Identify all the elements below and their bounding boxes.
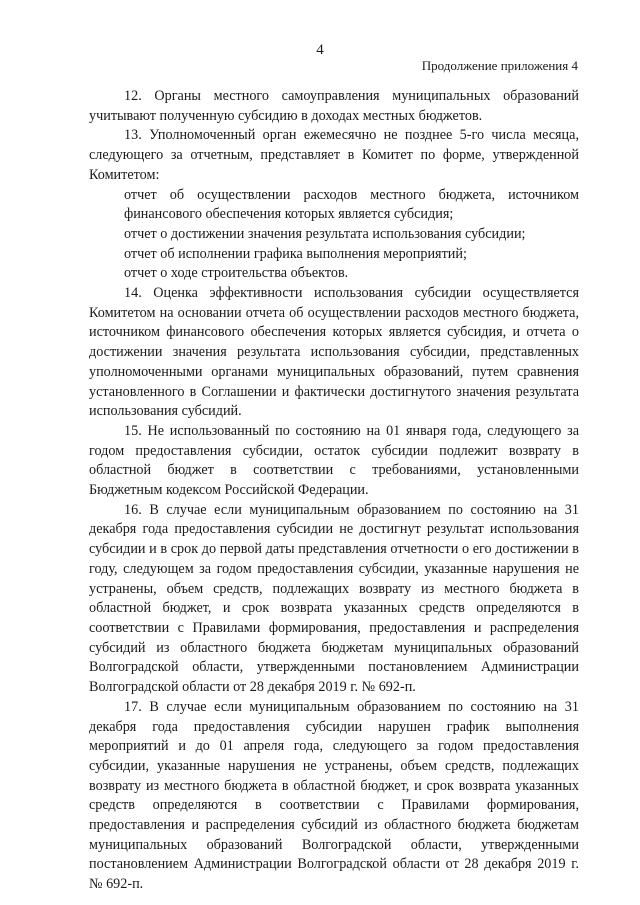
paragraph-16: 16. В случае если муниципальным образованием по состоянию на 31 декабря года предоставления субсидии не достигнут результат использования субсидии и в срок до первой даты представления отчетности о его достижении в году, следующем за годом предоставления субсидии, указанные нарушения не устранены, объем средств, подлежащих возврату из местного бюджета в областной бюджет, и срок возврата указанных средств определяются в соответствии с Правилами формирования, предоставления и распределения субсидий из областного бюджета бюджетам муниципальных образований Волгоградской области, утвержденными постановлением Администрации Волгоградской области от 28 декабря 2019 г. № 692-п. — [89, 501, 579, 696]
paragraph-13-item-expenditure-report: отчет об осуществлении расходов местного бюджета, источником финансового обеспечения которых является субсидия; — [124, 186, 579, 223]
paragraph-15: 15. Не использованный по состоянию на 01 января года, следующего за годом предоставления субсидии, остаток субсидии подлежит возврату в областной бюджет в соответствии с требованиями, установленными Бюджетным кодексом Российской Федерации. — [89, 422, 579, 499]
document-body — [89, 87, 579, 895]
paragraph-13-item-construction-report: отчет о ходе строительства объектов. — [124, 265, 349, 282]
paragraph-14: 14. Оценка эффективности использования субсидии осуществляется Комитетом на основании отчета об осуществлении расходов местного бюджета, источником финансового обеспечения которых является субсидия, и отчета о достижении значения результата использования субсидии, представленных уполномоченными органами муниципальных образований, путем сравнения установленного в Соглашении и фактически достигнутого значения результата использования субсидий. — [89, 285, 579, 420]
page-number: 4 — [316, 42, 324, 58]
paragraph-12: 12. Органы местного самоуправления муниципальных образований учитывают полученную субсидию в доходах местных бюджетов. — [89, 88, 579, 124]
appendix-continuation-note: Продолжение приложения 4 — [421, 58, 578, 73]
paragraph-13-item-result-report: отчет о достижении значения результата использования субсидии; — [124, 225, 526, 242]
paragraph-17: 17. В случае если муниципальным образованием по состоянию на 31 декабря года предоставления субсидии нарушен график выполнения мероприятий и до 01 апреля года, следующего за годом предоставления субсидии, указанные нарушения не устранены, объем средств, подлежащих возврату из местного бюджета в областной бюджет, и срок возврата указанных средств определяются в соответствии с Правилами формирования, предоставления и распределения субсидий из областного бюджета бюджетам муниципальных образований Волгоградской области, утвержденными постановлением Администрации Волгоградской области от 28 декабря 2019 г. № 692-п. — [89, 698, 579, 893]
paragraph-13-item-schedule-report: отчет об исполнении графика выполнения мероприятий; — [124, 245, 467, 262]
paragraph-13: 13. Уполномоченный орган ежемесячно не позднее 5-го числа месяца, следующего за отчетным, представляет в Комитет по форме, утвержденной Комитетом: — [89, 127, 579, 183]
